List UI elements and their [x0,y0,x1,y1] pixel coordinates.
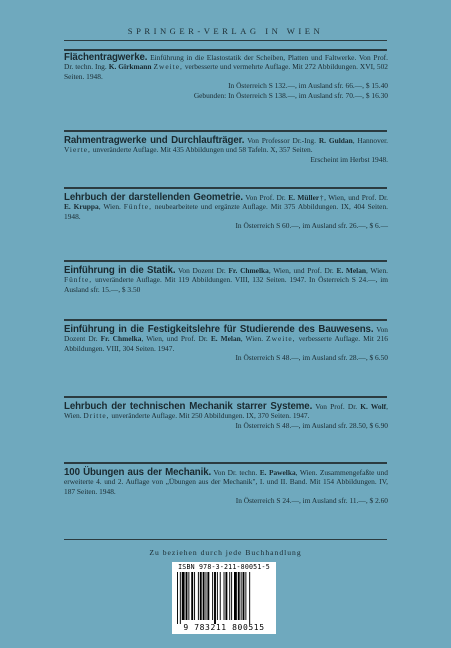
book-entry-festigkeitslehre: Einführung in die Festigkeitslehre für Studierende des Bauwesens. Von Dozent Dr. Fr. Chmelka, Wien, und Prof. Dr. E. Melan, Wien. Zweite, verbesserte Auflage. Mit 216 Abbildungen. VIII, 304 Seiten. 1947. In Österreich S 48.—, im Ausland sfr. 28.—, $ 6.50 [64,324,388,363]
author: Fr. Chmelka [228,266,269,275]
barcode-bar [182,572,185,620]
publisher-header: SPRINGER-VERLAG IN WIEN [127,26,324,36]
barcode-bar [234,572,237,620]
barcode-bar [186,572,188,620]
entry-divider [64,260,387,262]
barcode-number: 9 783211 800515 [183,623,265,632]
barcode-bar [220,572,221,620]
book-title: Flächentragwerke. [64,52,148,63]
barcode-bar [198,572,199,620]
barcode-bar [241,572,242,620]
barcode-bar [203,572,205,620]
book-title: Rahmentragwerke und Durchlaufträger. [64,135,245,146]
barcode-bar [206,572,207,620]
book-title: Einführung in die Statik. [64,265,176,276]
barcode-bar [225,572,227,620]
barcode-bar [177,572,178,624]
author: Fr. Chmelka [100,334,142,344]
book-entry-darstellende-geometrie: Lehrbuch der darstellenden Geometrie. Von Prof. Dr. E. Müller†, Wien, und Prof. Dr. E. Kruppa, Wien. Fünfte, neubearbeitete und ergänzte Auflage. Mit 375 Abbildungen. IX, 404 Seiten. 1948. In Österreich S 60.—, im Ausland sfr. 26.—, $ 6.— [64,192,388,231]
barcode-bar [245,572,246,620]
book-entry-rahmentragwerke: Rahmentragwerke und Durchlaufträger. Von Professor Dr.-Ing. R. Guldan, Hannover. Vierte, unveränderte Auflage. Mit 435 Abbildungen und 58 Tafeln. X, 357 Seiten. Erscheint im Herbst 1948. [64,135,388,164]
price: In Österreich S 24.—, im Ausland sfr. 11.—, $ 2.60 [235,496,388,506]
book-entry-technische-mechanik: Lehrbuch der technischen Mechanik starrer Systeme. Von Prof. Dr. K. Wolf, Wien. Dritte, unveränderte Auflage. Mit 250 Abbildungen. IX, 370 Seiten. 1947. In Österreich S 48.—, im Ausland sfr. 28.50, $ 6.90 [64,401,388,430]
barcode-bar [191,572,193,620]
book-entry-uebungen-mechanik: 100 Übungen aus der Mechanik. Von Dr. techn. E. Pawelka, Wien. Zusammengefaßte und erweiterte 4. und 2. Auflage von „Übungen aus der Mechanik", I. und II. Band. Mit 154 Abbildungen. IV, 187 Seiten. 1948. In Österreich S 24.—, im Ausland sfr. 11.—, $ 2.60 [64,467,388,506]
book-entry-flaechentragwerke: Flächentragwerke. Einführung in die Elastostatik der Scheiben, Platten und Faltwerke. Von Prof. Dr. techn. Ing. K. Girkmann Zweite, verbesserte und vermehrte Auflage. Mit 272 Abbildungen. XVI, 502 Seiten. 1948. In Österreich S 132.—, im Ausland sfr. 66.—, $ 15.40 Gebunden: In Österreich S 138.—, im Ausland sfr. 70.—, $ 16.30 [64,52,388,100]
author: R. Guldan [318,136,353,145]
footer-divider [64,539,387,540]
author: K. Wolf [360,402,387,411]
publication-note: Erscheint im Herbst 1948. [310,154,388,164]
author: E. Pawelka [259,468,296,477]
author: K. Girkmann [108,62,152,72]
author: E. Kruppa [64,202,99,212]
book-title: Einführung in die Festigkeitslehre für Studierende des Bauwesens. [64,324,374,335]
barcode-bar [214,572,216,624]
book-entry-statik: Einführung in die Statik. Von Dozent Dr. Fr. Chmelka, Wien, und Prof. Dr. E. Melan, Wien. Fünfte, unveränderte Auflage. Mit 119 Abbildungen. VIII, 132 Seiten. 1947. In Österreich S 24.—, im Ausland sfr. 15.—, $ 3.50 [64,265,388,294]
entry-divider [64,462,387,464]
barcode-bar [180,572,181,624]
edition: Fünfte, [64,275,93,285]
book-title: 100 Übungen aus der Mechanik. [64,467,212,478]
entry-divider [64,187,387,189]
edition: Fünfte, [123,202,152,212]
price: In Österreich S 48.—, im Ausland sfr. 28.50, $ 6.90 [235,420,388,430]
barcode-bar [249,572,250,624]
footer-note: Zu beziehen durch jede Buchhandlung [149,548,302,557]
barcode-bar [194,572,195,620]
author: E. Melan [210,334,241,344]
price: In Österreich S 132.—, im Ausland sfr. 66.—, $ 15.40 [228,81,388,91]
entry-divider [64,396,387,398]
barcode [172,562,276,634]
author: E. Müller [288,193,320,202]
price: In Österreich S 48.—, im Ausland sfr. 28.—, $ 6.50 [235,353,388,363]
isbn-label: ISBN 978-3-211-80051-5 [178,563,270,571]
edition: Zweite, [266,334,296,344]
book-title: Lehrbuch der technischen Mechanik starrer Systeme. [64,401,313,412]
barcode-bar [207,572,209,620]
price: In Österreich S 60.—, im Ausland sfr. 26.—, $ 6.— [235,221,388,231]
barcode-bars [177,572,271,624]
entry-divider [64,130,387,132]
barcode-bar [200,572,202,620]
author: E. Melan [336,266,367,275]
edition: Vierte, [64,145,91,155]
book-title: Lehrbuch der darstellenden Geometrie. [64,192,243,203]
barcode-bar [229,572,230,620]
barcode-bar [212,572,213,620]
price-bound: Gebunden: In Österreich S 138.—, im Ausland sfr. 70.—, $ 16.30 [193,90,388,100]
barcode-bar [188,572,189,620]
barcode-bar [217,572,218,620]
barcode-bar [224,572,225,620]
barcode-bar [231,572,232,620]
edition: Dritte, [83,411,110,421]
edition: Zweite, [153,62,183,72]
entry-divider [64,319,387,321]
header-divider [64,40,387,41]
barcode-bar [238,572,240,620]
barcode-bar [243,572,245,620]
entry-divider [64,49,387,51]
